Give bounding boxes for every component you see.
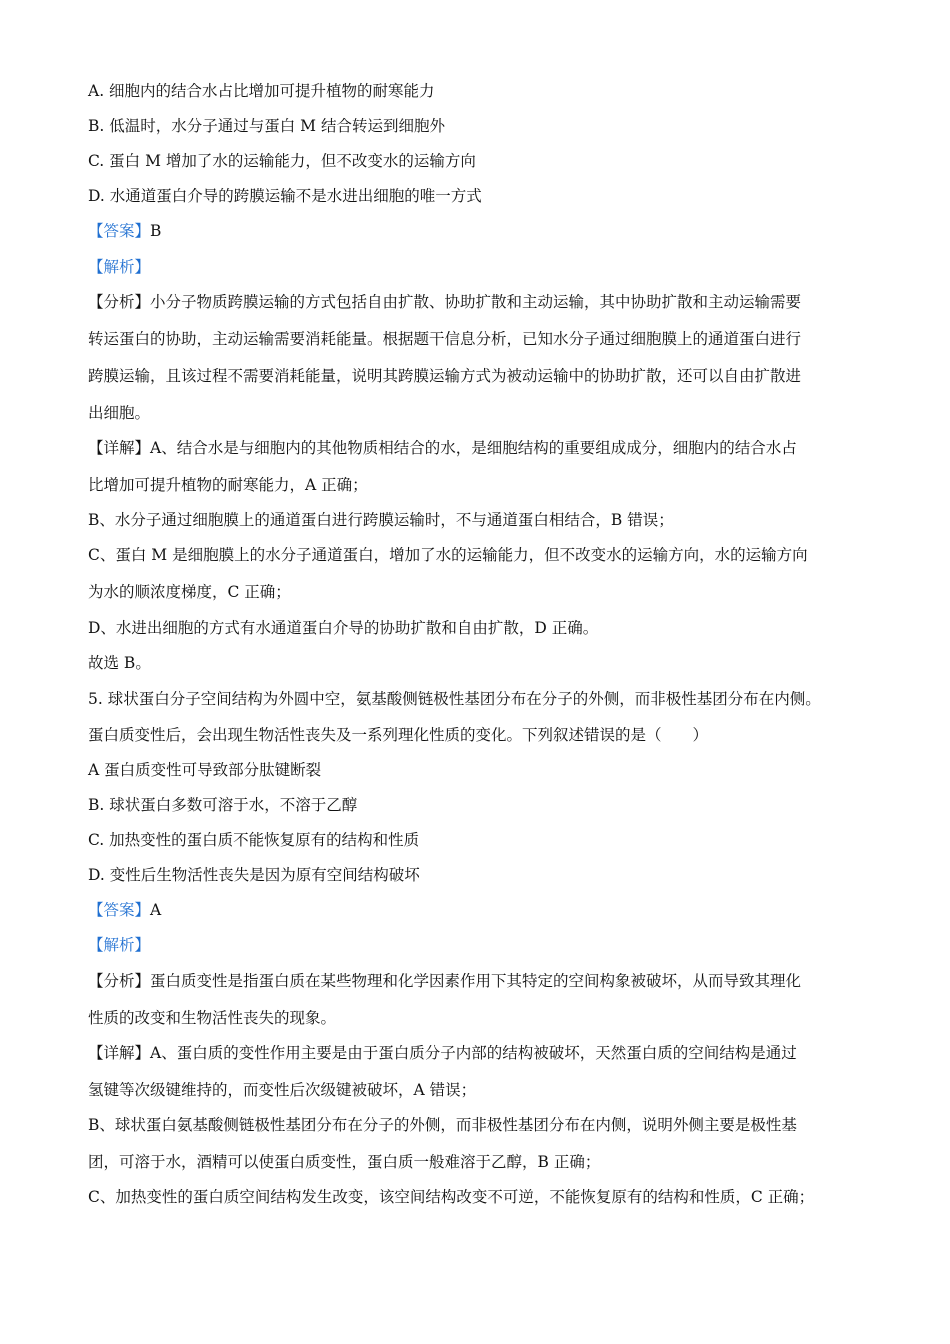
q4-fenxi-line: 出细胞。: [88, 404, 151, 422]
q5-stem-line: 5. 球状蛋白分子空间结构为外圆中空，氨基酸侧链极性基团分布在分子的外侧，而非极性基团分布在内侧。: [88, 690, 821, 708]
answer-value: A: [150, 901, 162, 919]
xiangjie-tag: 【详解】: [88, 1044, 151, 1062]
q5-fenxi-line: 性质的改变和生物活性丧失的现象。: [88, 1009, 337, 1027]
q4-option-a: A. 细胞内的结合水占比增加可提升植物的耐寒能力: [88, 82, 435, 100]
q4-option-c: C. 蛋白 M 增加了水的运输能力，但不改变水的运输方向: [88, 152, 476, 170]
q5-option-a: A 蛋白质变性可导致部分肽键断裂: [88, 761, 322, 779]
q4-analysis-tag: 【解析】: [88, 258, 151, 276]
fenxi-tag: 【分析】: [88, 972, 151, 990]
answer-value: B: [150, 222, 162, 240]
paragraph-text: 小分子物质跨膜运输的方式包括自由扩散、协助扩散和主动运输，其中协助扩散和主动运输需要: [150, 293, 802, 311]
q4-xiangjie-line: D、水进出细胞的方式有水通道蛋白介导的协助扩散和自由扩散，D 正确。: [88, 619, 599, 637]
q5-option-c: C. 加热变性的蛋白质不能恢复原有的结构和性质: [88, 831, 420, 849]
q5-answer: [88, 900, 161, 920]
q4-xiangjie-line: 为水的顺浓度梯度，C 正确；: [88, 583, 291, 601]
paragraph-text: 蛋白质变性是指蛋白质在某些物理和化学因素作用下其特定的空间构象被破坏，从而导致其理化: [150, 972, 802, 990]
q5-xiangjie-line: C、加热变性的蛋白质空间结构发生改变，该空间结构改变不可逆，不能恢复原有的结构和性质，C 正确；: [88, 1188, 815, 1206]
q4-xiangjie-line: B、水分子通过细胞膜上的通道蛋白进行跨膜运输时，不与通道蛋白相结合，B 错误；: [88, 511, 674, 529]
answer-tag: 【答案】: [88, 901, 151, 919]
q4-xiangjie-line: 比增加可提升植物的耐寒能力，A 正确；: [88, 476, 368, 494]
q4-xiangjie-line: [88, 438, 797, 458]
q4-conclusion: 故选 B。: [88, 654, 151, 672]
paragraph-text: A、蛋白质的变性作用主要是由于蛋白质分子内部的结构被破坏，天然蛋白质的空间结构是通过: [150, 1044, 797, 1062]
q5-xiangjie-line: [88, 1043, 797, 1063]
q4-answer: [88, 221, 161, 241]
paragraph-text: A、结合水是与细胞内的其他物质相结合的水，是细胞结构的重要组成成分，细胞内的结合水占: [150, 439, 797, 457]
q5-xiangjie-line: 氢键等次级键维持的，而变性后次级键被破坏，A 错误；: [88, 1081, 477, 1099]
q5-analysis-tag: 【解析】: [88, 936, 151, 954]
q4-option-d: D. 水通道蛋白介导的跨膜运输不是水进出细胞的唯一方式: [88, 187, 482, 205]
q5-xiangjie-line: B、球状蛋白氨基酸侧链极性基团分布在分子的外侧，而非极性基团分布在内侧，说明外侧主要是极性基: [88, 1116, 797, 1134]
q4-fenxi-line: 转运蛋白的协助，主动运输需要消耗能量。根据题干信息分析，已知水分子通过细胞膜上的通道蛋白进行: [88, 330, 802, 348]
q4-fenxi-line: [88, 292, 801, 312]
q4-fenxi-line: 跨膜运输，且该过程不需要消耗能量，说明其跨膜运输方式为被动运输中的协助扩散，还可以自由扩散进: [88, 367, 802, 385]
q4-xiangjie-line: C、蛋白 M 是细胞膜上的水分子通道蛋白，增加了水的运输能力，但不改变水的运输方向，水的运输方向: [88, 546, 808, 564]
q5-xiangjie-line: 团，可溶于水，酒精可以使蛋白质变性，蛋白质一般难溶于乙醇，B 正确；: [88, 1153, 601, 1171]
q5-option-b: B. 球状蛋白多数可溶于水，不溶于乙醇: [88, 796, 358, 814]
q4-option-b: B. 低温时，水分子通过与蛋白 M 结合转运到细胞外: [88, 117, 445, 135]
answer-tag: 【答案】: [88, 222, 151, 240]
q5-option-d: D. 变性后生物活性丧失是因为原有空间结构破坏: [88, 866, 420, 884]
xiangjie-tag: 【详解】: [88, 439, 151, 457]
q5-fenxi-line: [88, 971, 801, 991]
fenxi-tag: 【分析】: [88, 293, 151, 311]
q5-stem-line: 蛋白质变性后，会出现生物活性丧失及一系列理化性质的变化。下列叙述错误的是（ ）: [88, 726, 709, 744]
